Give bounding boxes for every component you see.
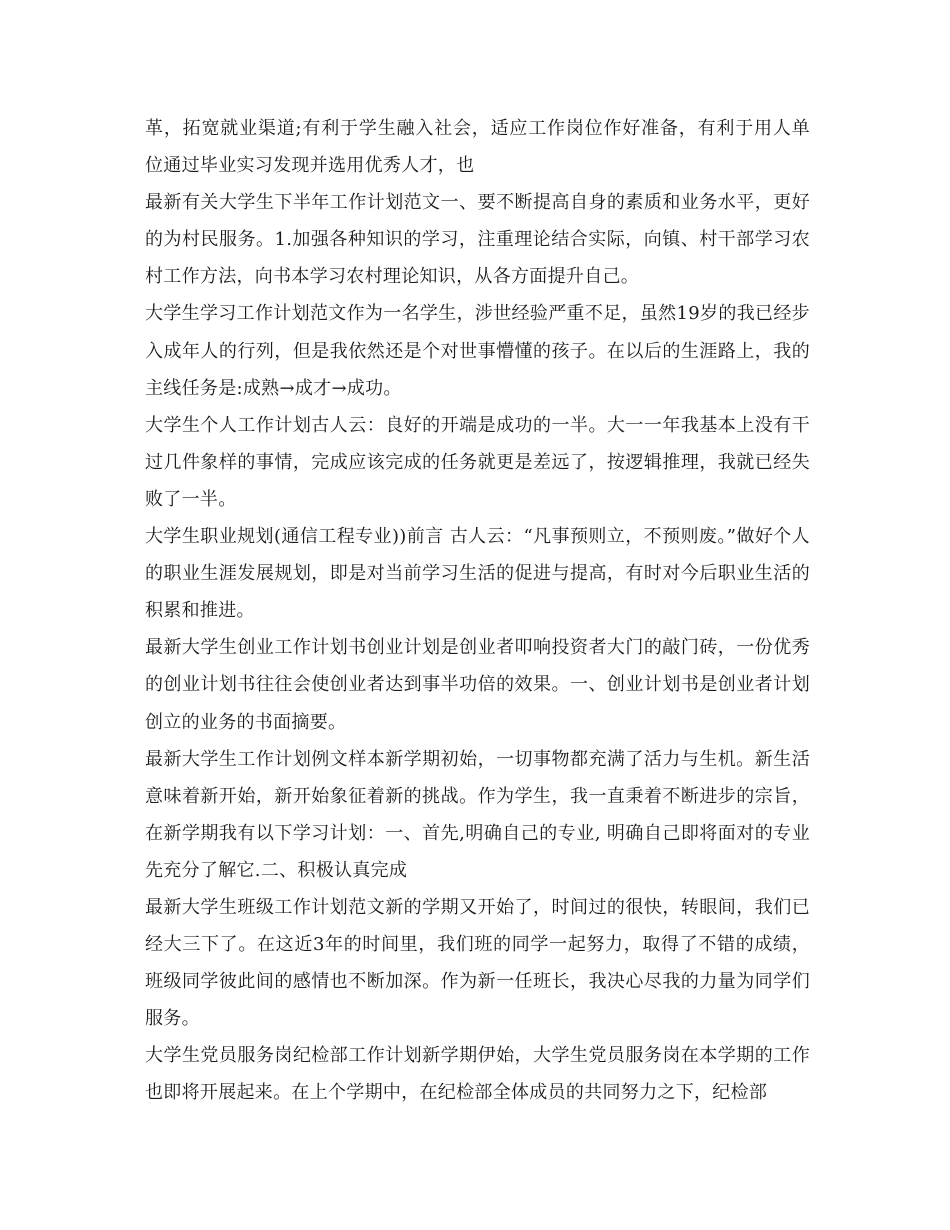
paragraph-2: 最新有关大学生下半年工作计划范文一、要不断提高自身的素质和业务水平，更好的为村民服务。1.加强各种知识的学习，注重理论结合实际，向镇、村干部学习农村工作方法，向书本学习农村理论知识，从各方面提升自己。 <box>145 192 810 288</box>
paragraph-6: 最新大学生创业工作计划书创业计划是创业者叩响投资者大门的敲门砖，一份优秀的创业计划书往往会使创业者达到事半功倍的效果。一、创业计划书是创业者计划创立的业务的书面摘要。 <box>145 637 810 733</box>
paragraph-4: 大学生个人工作计划古人云：良好的开端是成功的一半。大一一年我基本上没有干过几件象样的事情，完成应该完成的任务就更是差远了，按逻辑推理，我就已经失败了一半。 <box>145 414 810 510</box>
paragraph-8: 最新大学生班级工作计划范文新的学期又开始了，时间过的很快，转眼间，我们已经大三下了。在这近3年的时间里，我们班的同学一起努力，取得了不错的成绩，班级同学彼此间的感情也不断加深。作为新一任班长，我决心尽我的力量为同学们服务。 <box>145 896 810 1030</box>
paragraph-1: 革，拓宽就业渠道;有利于学生融入社会，适应工作岗位作好准备，有利于用人单位通过毕业实习发现并选用优秀人才，也 <box>145 118 810 177</box>
paragraph-9: 大学生党员服务岗纪检部工作计划新学期伊始，大学生党员服务岗在本学期的工作也即将开展起来。在上个学期中，在纪检部全体成员的共同努力之下，纪检部 <box>145 1045 810 1104</box>
document-body <box>145 110 810 1112</box>
paragraph-3: 大学生学习工作计划范文作为一名学生，涉世经验严重不足，虽然19岁的我已经步入成年人的行列，但是我依然还是个对世事懵懂的孩子。在以后的生涯路上，我的主线任务是:成熟→成才→成功。 <box>145 303 810 399</box>
paragraph-7: 最新大学生工作计划例文样本新学期初始，一切事物都充满了活力与生机。新生活意味着新开始，新开始象征着新的挑战。作为学生，我一直秉着不断进步的宗旨，在新学期我有以下学习计划：一、首先,明确自己的专业, 明确自己即将面对的专业先充分了解它.二、积极认真完成 <box>145 748 810 881</box>
paragraph-5: 大学生职业规划(通信工程专业))前言 古人云：“凡事预则立，不预则废。”做好个人的职业生涯发展规划，即是对当前学习生活的促进与提高，有时对今后职业生活的积累和推进。 <box>145 526 810 622</box>
